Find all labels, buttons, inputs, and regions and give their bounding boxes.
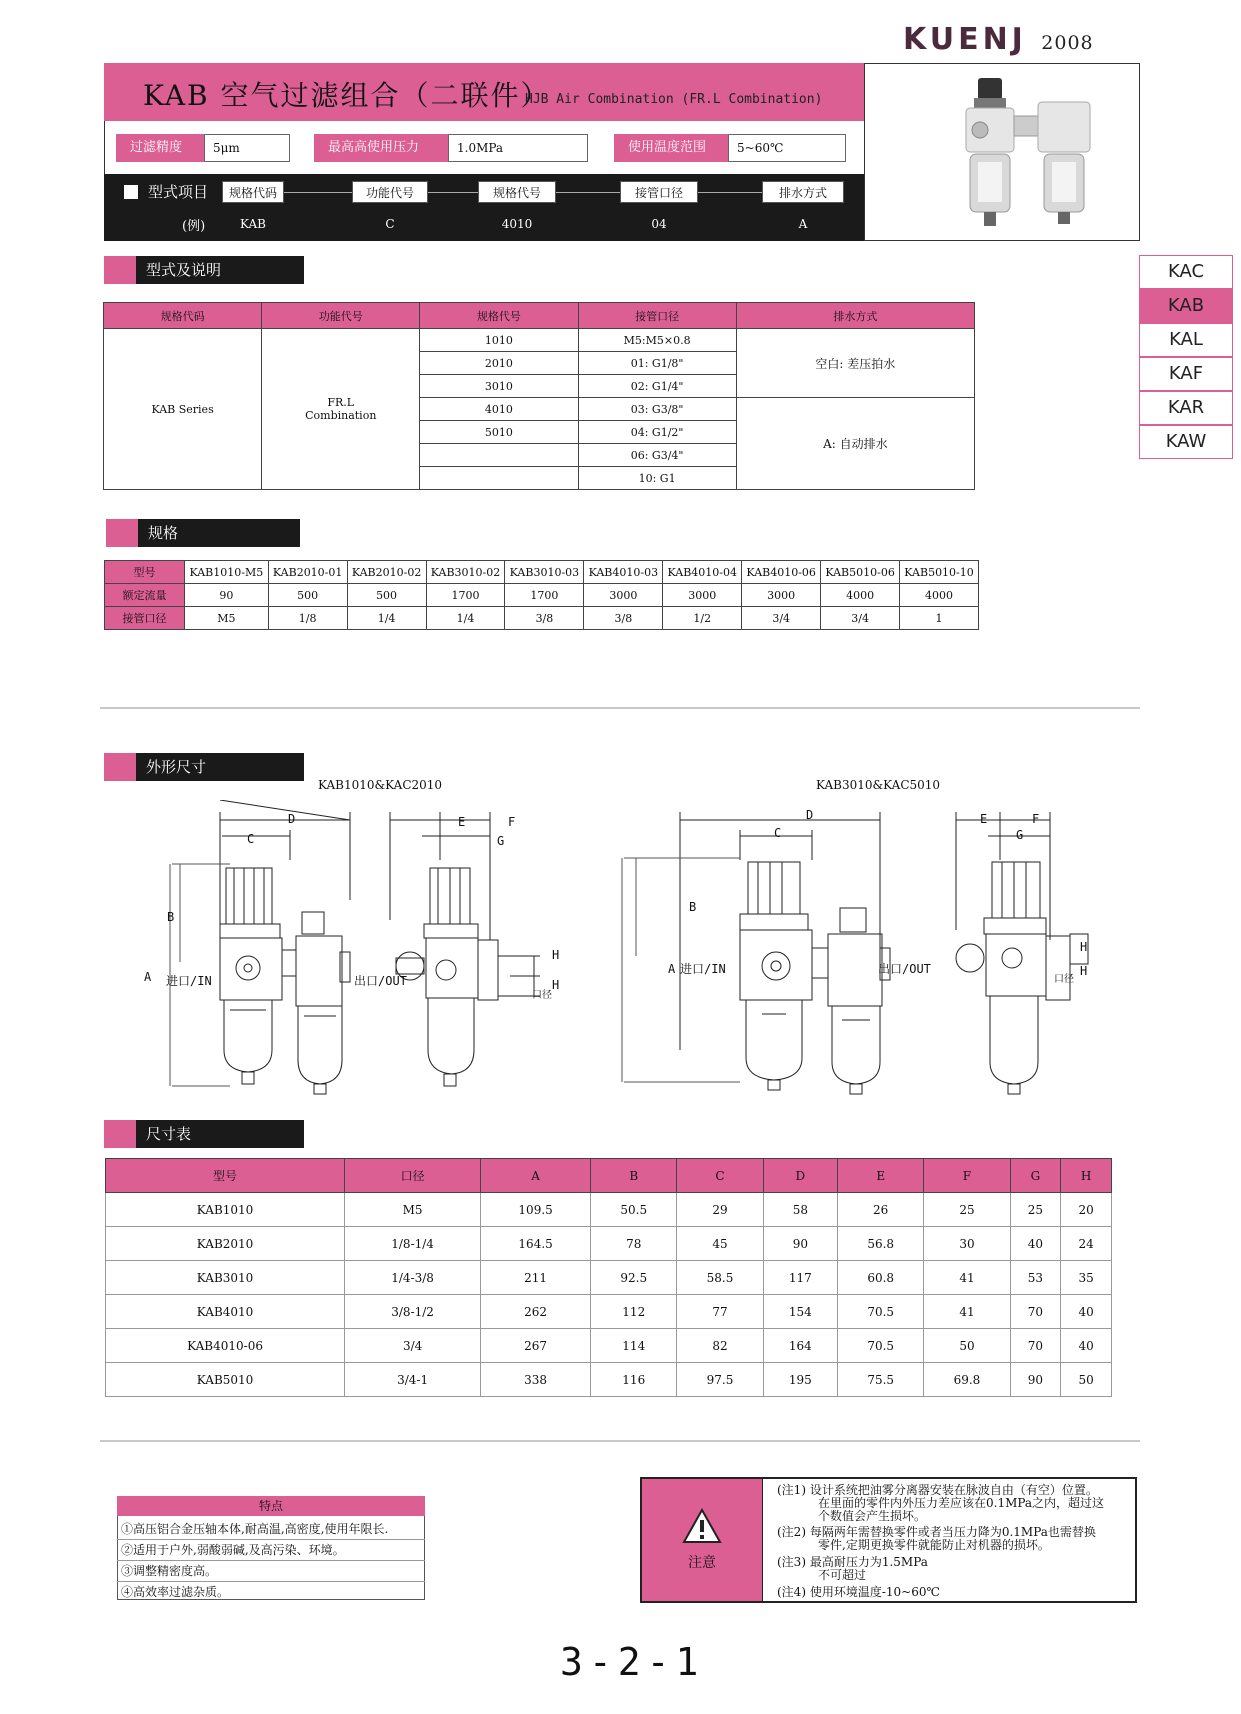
dim-label-h: H <box>1080 940 1088 954</box>
note-tag: (注4) <box>777 1585 806 1599</box>
spec-model-cell: KAB2010-02 <box>347 561 426 584</box>
type-header-size: 规格代号 <box>420 303 578 329</box>
note-line: 不可超过 <box>818 1568 867 1582</box>
code-field-port: 接管口径 <box>620 181 698 203</box>
feature-item: ③调整精密度高。 <box>121 1564 218 1578</box>
spec-value-precision: 5μm <box>204 134 290 162</box>
dim-header: 型号 <box>106 1159 345 1193</box>
photo-divider <box>864 63 865 241</box>
dim-cell: 117 <box>763 1261 837 1295</box>
dim-cell: 1/8-1/4 <box>345 1227 481 1261</box>
dim-label-c: C <box>247 832 255 846</box>
dim-cell: 70 <box>1010 1295 1061 1329</box>
type-function-line1: FR.L <box>327 396 355 409</box>
spec-model-cell: KAB5010-06 <box>821 561 900 584</box>
warning-icon <box>682 1508 722 1544</box>
dim-cell: 41 <box>924 1261 1010 1295</box>
spec-port-cell: 3/4 <box>742 607 821 630</box>
dim-cell: 50 <box>924 1329 1010 1363</box>
product-photo <box>940 72 1120 234</box>
spec-port-cell: 1/2 <box>663 607 742 630</box>
dim-cell: 109.5 <box>481 1193 591 1227</box>
dim-cell: 164 <box>763 1329 837 1363</box>
dim-cell: 70 <box>1010 1329 1061 1363</box>
checkbox-icon <box>124 185 138 199</box>
dim-cell: 267 <box>481 1329 591 1363</box>
type-function <box>262 329 420 490</box>
side-tab-kal[interactable]: KAL <box>1139 323 1233 357</box>
dim-header: A <box>481 1159 591 1193</box>
type-port-cell: 06: G3/4" <box>578 444 736 467</box>
note-line: 最高耐压力为1.5MPa <box>809 1555 928 1569</box>
drawing-left-title: KAB1010&KAC2010 <box>318 778 443 792</box>
dim-cell: 56.8 <box>838 1227 924 1261</box>
note-line: 设计系统把油雾分离器安装在脉波自由（有空）位置。 <box>809 1483 1098 1497</box>
spec-port-cell: 3/8 <box>584 607 663 630</box>
dim-cell: 25 <box>924 1193 1010 1227</box>
dim-cell: 92.5 <box>591 1261 677 1295</box>
dim-cell: 211 <box>481 1261 591 1295</box>
side-tab-kaf[interactable]: KAF <box>1139 357 1233 391</box>
type-table <box>103 302 975 490</box>
dim-header: E <box>838 1159 924 1193</box>
divider <box>100 707 1140 709</box>
dim-label-e: E <box>980 812 988 826</box>
dim-label-a: A <box>144 970 152 984</box>
code-connector <box>282 192 352 193</box>
outline-drawings <box>140 800 1100 1100</box>
note-line: 使用环境温度-10~60℃ <box>809 1585 940 1599</box>
dim-header: H <box>1061 1159 1112 1193</box>
spec-port-cell: 1/8 <box>268 607 347 630</box>
code-connector <box>428 192 478 193</box>
dim-cell: 195 <box>763 1363 837 1397</box>
table-row <box>106 1295 1112 1329</box>
section-spec-title: 规格 <box>138 519 300 547</box>
spec-row-label: 型号 <box>105 561 185 584</box>
dim-cell: 53 <box>1010 1261 1061 1295</box>
dim-label-f: F <box>508 815 516 829</box>
code-connector <box>556 192 620 193</box>
model-code-example-label: (例) <box>182 219 206 234</box>
type-header-port: 接管口径 <box>578 303 736 329</box>
dim-label-g: G <box>1016 828 1024 842</box>
dim-cell: 154 <box>763 1295 837 1329</box>
dim-header: G <box>1010 1159 1061 1193</box>
type-size-cell: 2010 <box>420 352 578 375</box>
spec-flow-cell: 3000 <box>663 584 742 607</box>
spec-model-cell: KAB3010-02 <box>426 561 505 584</box>
caution-note-4 <box>777 1586 940 1599</box>
label-outlet: 出口/OUT <box>878 962 931 976</box>
page-subtitle: HJB Air Combination (FR.L Combination) <box>525 92 823 107</box>
spec-flow-cell: 4000 <box>821 584 900 607</box>
model-code-label: 型式项目 <box>148 183 209 201</box>
code-example-spec: KAB <box>240 217 266 231</box>
type-size-cell <box>420 444 578 467</box>
caution-label: 注意 <box>688 1555 716 1571</box>
dim-label-b: B <box>689 900 697 914</box>
label-inlet: 进口/IN <box>680 962 726 976</box>
dim-cell: 60.8 <box>838 1261 924 1295</box>
spec-flow-cell: 90 <box>185 584 269 607</box>
spec-row-label: 接管口径 <box>105 607 185 630</box>
dim-cell: 262 <box>481 1295 591 1329</box>
dim-header: F <box>924 1159 1010 1193</box>
table-row <box>106 1363 1112 1397</box>
note-tag: (注3) <box>777 1555 806 1569</box>
feature-item: ①高压铝合金压轴本体,耐高温,高密度,使用年限长. <box>121 1522 389 1536</box>
type-port-cell: 03: G3/8" <box>578 398 736 421</box>
dim-cell: 58 <box>763 1193 837 1227</box>
dim-cell: 69.8 <box>924 1363 1010 1397</box>
dim-label-a: A <box>668 962 676 976</box>
dim-cell: 58.5 <box>677 1261 763 1295</box>
code-connector <box>697 192 763 193</box>
dim-header: C <box>677 1159 763 1193</box>
dimension-table <box>105 1158 1112 1397</box>
dim-cell: 70.5 <box>838 1329 924 1363</box>
dim-cell: 3/4 <box>345 1329 481 1363</box>
note-line: 零件,定期更换零件就能防止对机器的损坏。 <box>818 1538 1050 1552</box>
page-title: KAB 空气过滤组合（二联件） <box>143 79 551 112</box>
label-inlet: 进口/IN <box>166 974 212 988</box>
dim-cell: 24 <box>1061 1227 1112 1261</box>
note-line: 个数值会产生损坏。 <box>818 1509 927 1523</box>
drawing-right-title: KAB3010&KAC5010 <box>816 778 941 792</box>
code-field-drain: 排水方式 <box>762 181 844 203</box>
dim-cell: 1/4-3/8 <box>345 1261 481 1295</box>
type-drain-cell: A: 自动排水 <box>736 398 974 490</box>
section-outline-header <box>104 753 304 781</box>
spec-flow-cell: 3000 <box>584 584 663 607</box>
dim-cell: KAB2010 <box>106 1227 345 1261</box>
side-tab-kar[interactable]: KAR <box>1139 391 1233 425</box>
dim-label-b: B <box>167 910 175 924</box>
type-drain-cell: 空白: 差压拍水 <box>736 329 974 398</box>
spec-flow-cell: 3000 <box>742 584 821 607</box>
feature-item: ②适用于户外,弱酸弱碱,及高污染、环境。 <box>121 1543 345 1557</box>
spec-model-cell: KAB4010-06 <box>742 561 821 584</box>
type-size-cell: 3010 <box>420 375 578 398</box>
spec-row-label: 额定流量 <box>105 584 185 607</box>
spec-flow-cell: 4000 <box>900 584 979 607</box>
spec-model-cell: KAB3010-03 <box>505 561 584 584</box>
type-header-drain: 排水方式 <box>736 303 974 329</box>
dim-label-f: F <box>1032 812 1040 826</box>
feature-item: ④高效率过滤杂质。 <box>121 1585 230 1599</box>
spec-port-cell: 1/4 <box>426 607 505 630</box>
spec-model-cell: KAB4010-04 <box>663 561 742 584</box>
section-dims-header <box>104 1120 304 1148</box>
spec-port-cell: 3/4 <box>821 607 900 630</box>
dim-label-h: H <box>552 948 560 962</box>
code-example-size: 4010 <box>501 217 533 231</box>
spec-label-pressure: 最高高使用压力 <box>314 134 454 162</box>
code-example-drain: A <box>798 217 808 231</box>
dim-cell: 97.5 <box>677 1363 763 1397</box>
caution-divider <box>762 1479 763 1601</box>
dim-cell: 45 <box>677 1227 763 1261</box>
code-field-size: 规格代号 <box>478 181 556 203</box>
type-size-cell <box>420 467 578 490</box>
dim-cell: 3/8-1/2 <box>345 1295 481 1329</box>
brand-year: 2008 <box>1041 32 1094 54</box>
spec-label-temperature: 使用温度范围 <box>614 134 734 162</box>
dim-cell: 3/4-1 <box>345 1363 481 1397</box>
feature-divider <box>117 1581 425 1582</box>
dim-cell: 50 <box>1061 1363 1112 1397</box>
spec-model-cell: KAB5010-10 <box>900 561 979 584</box>
section-types-title: 型式及说明 <box>136 256 304 284</box>
type-port-cell: 02: G1/4" <box>578 375 736 398</box>
type-port-cell: 10: G1 <box>578 467 736 490</box>
type-size-cell: 4010 <box>420 398 578 421</box>
table-row <box>106 1329 1112 1363</box>
note-tag: (注1) <box>777 1483 806 1497</box>
spec-model-cell: KAB1010-M5 <box>185 561 269 584</box>
section-outline-title: 外形尺寸 <box>136 753 304 781</box>
dim-header: 口径 <box>345 1159 481 1193</box>
label-port: 口径 <box>1054 974 1074 985</box>
section-spec-header <box>106 519 300 547</box>
dim-cell: 82 <box>677 1329 763 1363</box>
code-field-spec: 规格代码 <box>222 181 284 203</box>
side-tab-kac[interactable]: KAC <box>1139 255 1233 289</box>
dim-cell: 338 <box>481 1363 591 1397</box>
code-field-function: 功能代号 <box>352 181 428 203</box>
dim-cell: KAB3010 <box>106 1261 345 1295</box>
dim-label-d: D <box>806 808 814 822</box>
dim-cell: 20 <box>1061 1193 1112 1227</box>
spec-flow-cell: 500 <box>347 584 426 607</box>
dim-cell: 26 <box>838 1193 924 1227</box>
dim-cell: 90 <box>763 1227 837 1261</box>
dim-cell: KAB4010-06 <box>106 1329 345 1363</box>
label-outlet: 出口/OUT <box>354 974 407 988</box>
spec-flow-cell: 1700 <box>505 584 584 607</box>
type-series: KAB Series <box>104 329 262 490</box>
dim-cell: 90 <box>1010 1363 1061 1397</box>
type-size-cell: 5010 <box>420 421 578 444</box>
spec-value-pressure: 1.0MPa <box>448 134 588 162</box>
dim-cell: 70.5 <box>838 1295 924 1329</box>
dim-cell: KAB1010 <box>106 1193 345 1227</box>
spec-port-cell: M5 <box>185 607 269 630</box>
dim-cell: 40 <box>1061 1329 1112 1363</box>
type-size-cell: 1010 <box>420 329 578 352</box>
divider <box>100 1440 1140 1442</box>
spec-model-cell: KAB4010-03 <box>584 561 663 584</box>
dim-cell: 112 <box>591 1295 677 1329</box>
section-dims-title: 尺寸表 <box>136 1120 304 1148</box>
spec-flow-cell: 500 <box>268 584 347 607</box>
dim-cell: 29 <box>677 1193 763 1227</box>
brand-logo: KUENJ 2008 <box>903 22 1094 57</box>
dim-header: D <box>763 1159 837 1193</box>
side-tab-kab[interactable]: KAB <box>1139 289 1233 323</box>
dim-cell: 40 <box>1010 1227 1061 1261</box>
dim-cell: 30 <box>924 1227 1010 1261</box>
note-line: 每隔两年需替换零件或者当压力降为0.1MPa也需替换 <box>809 1525 1096 1539</box>
spec-port-cell: 1 <box>900 607 979 630</box>
side-tab-kaw[interactable]: KAW <box>1139 425 1233 459</box>
dim-cell: 116 <box>591 1363 677 1397</box>
dim-cell: 35 <box>1061 1261 1112 1295</box>
table-row <box>106 1193 1112 1227</box>
type-header-function: 功能代号 <box>262 303 420 329</box>
type-header-spec: 规格代码 <box>104 303 262 329</box>
code-example-port: 04 <box>651 217 667 231</box>
dim-label-g: G <box>497 834 505 848</box>
dim-cell: 114 <box>591 1329 677 1363</box>
dim-cell: 41 <box>924 1295 1010 1329</box>
dim-label-h: H <box>1080 964 1088 978</box>
feature-divider <box>117 1539 425 1540</box>
spec-table <box>104 560 979 630</box>
dim-cell: 164.5 <box>481 1227 591 1261</box>
feature-divider <box>117 1560 425 1561</box>
dim-cell: KAB4010 <box>106 1295 345 1329</box>
dim-label-c: C <box>774 826 782 840</box>
dim-label-d: D <box>288 812 296 826</box>
dim-cell: 40 <box>1061 1295 1112 1329</box>
dim-header: B <box>591 1159 677 1193</box>
spec-port-cell: 3/8 <box>505 607 584 630</box>
dim-cell: KAB5010 <box>106 1363 345 1397</box>
table-row <box>106 1227 1112 1261</box>
dim-cell: 78 <box>591 1227 677 1261</box>
dim-cell: 75.5 <box>838 1363 924 1397</box>
note-tag: (注2) <box>777 1525 806 1539</box>
spec-model-cell: KAB2010-01 <box>268 561 347 584</box>
dim-label-e: E <box>458 815 466 829</box>
dim-cell: M5 <box>345 1193 481 1227</box>
type-function-line2: Combination <box>305 409 377 422</box>
dim-cell: 25 <box>1010 1193 1061 1227</box>
spec-flow-cell: 1700 <box>426 584 505 607</box>
label-port: 口径 <box>532 990 552 1001</box>
code-example-function: C <box>385 217 395 231</box>
note-line: 在里面的零件内外压力差应该在0.1MPa之内，超过这 <box>818 1496 1105 1510</box>
dim-cell: 50.5 <box>591 1193 677 1227</box>
section-types-header <box>104 256 304 284</box>
page-number: 3-2-1 <box>560 1640 705 1684</box>
type-port-cell: M5:M5×0.8 <box>578 329 736 352</box>
spec-label-precision: 过滤精度 <box>116 134 212 162</box>
table-row <box>106 1261 1112 1295</box>
features-title: 特点 <box>117 1496 425 1516</box>
dim-label-h: H <box>552 978 560 992</box>
dim-cell: 77 <box>677 1295 763 1329</box>
spec-value-temperature: 5~60℃ <box>728 134 846 162</box>
spec-port-cell: 1/4 <box>347 607 426 630</box>
type-port-cell: 04: G1/2" <box>578 421 736 444</box>
type-port-cell: 01: G1/8" <box>578 352 736 375</box>
